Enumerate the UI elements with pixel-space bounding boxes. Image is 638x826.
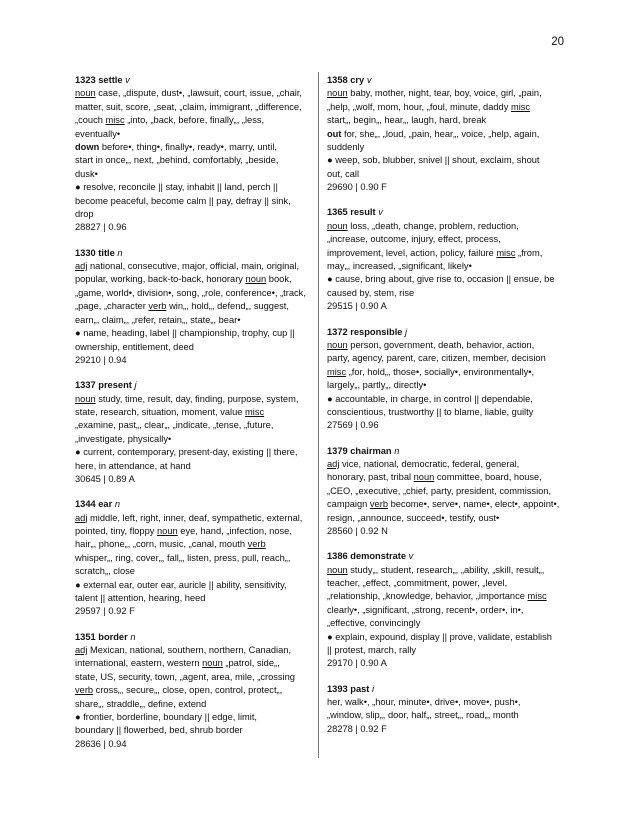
dictionary-entry [75,74,312,235]
entry-line [75,433,312,446]
entry-text: ● frontier, borderline, boundary || edge, limit, [75,712,258,723]
headword-text: 1330 title [75,247,115,258]
entry-text: become•, serve•, name•, elect•, appoint•, [388,499,560,510]
entry-text: „relationship, „knowledge, behavior, „importance [327,591,528,602]
entry-text: „into, „back, before, finally„, „less, [124,115,265,126]
part-of-speech: i [371,683,375,694]
entry-line [75,605,312,618]
entry-line [75,195,312,208]
entry-text: study, time, result, day, finding, purpose, system, [95,393,299,404]
entry-text: committee, board, house, [434,472,542,483]
entry-line [75,341,312,354]
entry-text: pointed, tiny, floppy [75,525,158,536]
entry-line [75,406,312,419]
headword-text: 1393 past [327,683,370,694]
entry-text: start„, begin„, hear„, laugh, hard, break [327,115,487,126]
right-column [327,74,567,748]
entry-text: resign, „announce, succeed•, testify, oust• [327,512,500,523]
entry-text: for, she„, „loud, „pain, hear„, voice, „help, again, [341,128,540,139]
headword-text: 1351 border [75,631,128,642]
entry-line [75,579,312,592]
entry-text: her, walk•, „hour, minute•, drive•, move•, push•, [327,697,521,708]
entry-text: largely„, partly„, directly• [327,380,427,391]
entry-line [75,738,312,751]
entry-text: state, US, security, town, „agent, area, mile, „crossing [75,671,295,682]
headword-text: 1358 cry [327,75,365,85]
dictionary-entry [75,498,312,619]
entry-text: ● external ear, outer ear, auricle || ability, sensitivity, [75,579,287,590]
entry-line [327,273,567,286]
entry-line [75,154,312,167]
entry-line [327,168,567,181]
entry-line [75,473,312,486]
entry-line [327,339,567,352]
entry-text: national, consecutive, major, official, main, original, [87,261,300,272]
entry-line [75,512,312,525]
entry-line [327,141,567,154]
part-of-speech: j [134,380,137,391]
left-column [75,74,312,763]
entry-text: here, in attendance, at hand [75,460,191,471]
entry-line [327,471,567,484]
part-of-speech: n [130,631,136,642]
entry-text: Mexican, national, southern, northern, Canadian, [87,645,292,656]
entry-text: party, agency, parent, care, citizen, member, decision [327,353,546,364]
entry-headword [327,445,567,458]
entry-line [327,723,567,736]
pos-tag: noun [245,274,267,285]
pos-tag: adj [75,261,88,272]
entry-line [75,273,312,286]
entry-text: out, call [327,168,360,179]
entry-headword [327,74,567,87]
entry-text: „for, hold„, those•, socially•, environmentally•, [346,366,535,377]
entry-line [327,101,567,114]
entry-text: 29597 | 0.92 F [75,606,135,617]
entry-line [327,154,567,167]
entry-line [327,352,567,365]
entry-text: „game, world•, division•, song, „role, conference•, „track, [75,287,306,298]
entry-text: improvement, level, action, policy, failure [327,247,497,258]
entry-text: start in once„, next, „behind, comfortably, „beside, [75,155,279,166]
entry-text: 29170 | 0.90 A [327,658,387,669]
entry-line [327,631,567,644]
entry-headword [75,498,312,511]
entry-line [75,698,312,711]
entry-line [327,419,567,432]
entry-text: win„, hold„, defend„, suggest, [166,301,289,312]
entry-text: boundary || flowerbed, bed, shrub border [75,725,243,736]
entry-line [75,657,312,670]
entry-text: ● accountable, in charge, in control || dependable, [327,393,533,404]
entry-text: vice, national, democratic, federal, general, [339,458,520,469]
pos-tag: verb [75,685,94,696]
entry-headword [75,631,312,644]
entry-text: ownership, entitlement, deed [75,341,194,352]
dictionary-entry [327,683,567,737]
entry-line [327,233,567,246]
entry-text: clearly•, „significant, „strong, recent•, order•, in•, [327,604,524,615]
entry-line [75,300,312,313]
entry-text: „couch [75,115,106,126]
entry-text: „investigate, physically• [75,433,172,444]
entry-text: „page, „character [75,301,149,312]
entry-line [327,406,567,419]
entry-text: study„, student, research„, „ability, „skill, result„, [347,564,545,575]
entry-text: international, eastern, western [75,658,203,669]
headword-text: 1386 demonstrate [327,551,407,562]
part-of-speech: v [125,75,130,85]
entry-line [327,617,567,630]
headword-text: 1344 ear [75,499,113,510]
entry-text: || protest, march, rally [327,645,417,656]
entry-text: 28278 | 0.92 F [327,723,387,734]
entry-text: 28636 | 0.94 [75,738,127,749]
entry-line [75,724,312,737]
pos-tag: verb [148,301,167,312]
entry-text: „help, „wolf, mom, hour, „foul, minute, daddy [327,101,511,112]
entry-text: 29210 | 0.94 [75,354,127,365]
dictionary-entry [327,74,567,195]
entry-line [327,247,567,260]
entry-text: book, [266,274,292,285]
entry-text: baby, mother, night, tear, boy, voice, girl, „pain, [347,88,542,99]
entry-line [75,419,312,432]
pos-tag: noun [75,393,96,404]
entry-headword [327,326,567,339]
entry-line [75,168,312,181]
entry-text: 28560 | 0.92 N [327,525,388,536]
entry-text: 30645 | 0.89 A [75,473,135,484]
entry-line [327,525,567,538]
entry-line [75,393,312,406]
entry-line [75,260,312,273]
entry-line [75,684,312,697]
entry-text: teacher, „effect, „commitment, power, „level, [327,578,508,588]
entry-line [75,644,312,657]
part-of-speech: v [408,551,414,562]
entry-line [75,221,312,234]
part-of-speech: j [405,326,408,337]
entry-text: „examine, past„, clear„, „indicate, „tense, „future, [75,420,274,431]
entry-line [75,671,312,684]
column-divider [318,72,319,758]
entry-text: campaign [327,499,370,510]
headword-text: 1323 settle [75,75,123,85]
entry-line [327,366,567,379]
pos-tag: misc [245,406,265,417]
headword-text: 1365 result [327,207,376,218]
dictionary-entry [327,550,567,671]
entry-text: dusk• [75,168,98,179]
entry-line [327,181,567,194]
entry-headword [327,683,567,696]
headword-text: 1379 chairman [327,445,392,456]
pos-tag: misc [527,591,547,602]
entry-line [327,114,567,127]
entry-text: before•, thing•, finally•, ready•, marry, until, [99,142,277,153]
entry-text: „from, [515,247,543,258]
entry-text: eventually• [75,128,121,139]
entry-text: „window, slip„, door, half„, street„, road„, month [327,710,519,721]
dictionary-entry [327,326,567,433]
entry-text: suddenly [327,142,365,153]
entry-headword [327,206,567,219]
entry-line [75,327,312,340]
dictionary-entry [75,379,312,486]
pos-tag: misc [105,115,125,126]
entry-text: eye, hand, „infection, nose, [177,525,292,536]
entry-text: hair„, phone„, „corn, music, „canal, mouth [75,539,248,550]
entry-line [75,181,312,194]
entry-line [327,604,567,617]
pos-tag: misc [327,366,347,377]
entry-headword [75,379,312,392]
entry-line [327,498,567,511]
dictionary-entry [327,445,567,539]
pos-tag: misc [496,247,516,258]
entry-text: middle, left, right, inner, deaf, sympathetic, external, [87,512,303,523]
pos-tag: noun [413,472,435,483]
entry-text: conscientious, trustworthy || to blame, liable, guilty [327,406,534,417]
pos-tag: verb [247,539,266,550]
entry-text: share„, straddle„, define, extend [75,698,207,709]
entry-text: 27569 | 0.96 [327,420,379,431]
entry-line [327,128,567,141]
pos-tag: adj [75,512,88,523]
entry-text: ● weep, sob, blubber, snivel || shout, exclaim, shout [327,155,540,166]
entry-text: honorary, past, tribal [327,472,414,483]
pos-tag: verb [369,499,388,510]
entry-text: talent || attention, hearing, heed [75,593,206,604]
entry-line [327,564,567,577]
entry-text: ● name, heading, label || championship, trophy, cup || [75,328,295,339]
pos-tag: misc [510,101,531,112]
entry-text: earn„, claim„, „refer, retain„, state„, bear• [75,314,241,325]
entry-text: „CEO, „executive, „chief, party, president, commission, [327,485,552,496]
pos-tag: noun [157,525,178,536]
pos-tag: noun [327,88,348,99]
entry-text: ● cause, bring about, give rise to, occasion || ensue, be [327,274,555,285]
entry-line [75,354,312,367]
entry-line [327,590,567,603]
entry-line [327,87,567,100]
pos-tag: noun [75,88,96,99]
dictionary-entry [327,206,567,313]
part-of-speech: n [394,445,400,456]
entry-line [75,446,312,459]
entry-text: „patrol, side„, [222,658,280,669]
entry-text: case, „dispute, dust•, „lawsuit, court, issue, „chair, [95,88,303,99]
pos-tag: noun [327,564,348,575]
entry-line [75,87,312,100]
entry-line [75,565,312,578]
pos-tag: noun [327,339,348,350]
entry-line [327,260,567,273]
entry-text: cross„, secure„, close, open, control, protect„, [93,685,283,696]
entry-text: ● resolve, reconcile || stay, inhabit || land, perch || [75,182,278,193]
entry-text: 29515 | 0.90 A [327,301,387,312]
headword-text: 1337 present [75,380,132,391]
entry-line [327,577,567,590]
entry-text: caused by, stem, rise [327,287,415,298]
entry-text: loss, „death, change, problem, reduction, [347,220,519,231]
entry-text: ● explain, expound, display || prove, validate, establish [327,631,552,642]
entry-line [327,393,567,406]
entry-text: 29690 | 0.90 F [327,182,387,193]
entry-line [327,458,567,471]
entry-line [327,657,567,670]
entry-text: popular, working, back-to-back, honorary [75,274,246,285]
pos-tag: noun [327,220,348,231]
particle-tag: out [327,128,342,139]
entry-line [75,141,312,154]
entry-line [327,287,567,300]
entry-text: 28827 | 0.96 [75,222,127,233]
entry-text: matter, suit, score, „seat, „claim, immigrant, „difference, [75,101,302,112]
entry-text: ● current, contemporary, present-day, existing || there, [75,447,298,458]
dictionary-entry [75,247,312,368]
entry-line [327,485,567,498]
entry-text: „increase, outcome, injury, effect, process, [327,234,501,245]
entry-text: drop [75,209,94,220]
entry-line [75,128,312,141]
entry-line [75,711,312,724]
dictionary-entry [75,631,312,752]
pos-tag: adj [75,645,88,656]
entry-line [75,525,312,538]
entry-line [327,300,567,313]
part-of-speech: n [114,499,120,510]
entry-text: may„, increased, „significant, likely• [327,261,472,272]
entry-line [327,696,567,709]
entry-line [327,709,567,722]
entry-text: whisper„, ring, cover„, fall„, listen, press, pull, reach„, [75,552,291,563]
entry-headword [75,247,312,260]
entry-line [327,379,567,392]
entry-line [327,512,567,525]
entry-text: become peaceful, become calm || pay, defray || sink, [75,195,291,206]
entry-text: „effective, convincingly [327,618,421,629]
entry-line [75,460,312,473]
particle-tag: down [75,142,100,153]
entry-headword [327,550,567,563]
entry-line [75,101,312,114]
entry-line [75,287,312,300]
part-of-speech: n [117,247,123,258]
entry-line [327,220,567,233]
pos-tag: adj [327,458,340,469]
entry-line [327,644,567,657]
page-number: 20 [551,36,564,48]
part-of-speech: v [366,75,372,85]
pos-tag: noun [202,658,223,669]
part-of-speech: v [378,207,383,218]
entry-text: scratch„, close [75,566,135,577]
entry-line [75,592,312,605]
entry-headword [75,74,312,87]
entry-line [75,552,312,565]
entry-line [75,114,312,127]
headword-text: 1372 responsible [327,326,403,337]
entry-text: state, research, situation, moment, value [75,406,246,417]
entry-line [75,208,312,221]
entry-text: person, government, death, behavior, action, [347,339,535,350]
entry-line [75,314,312,327]
entry-line [75,538,312,551]
